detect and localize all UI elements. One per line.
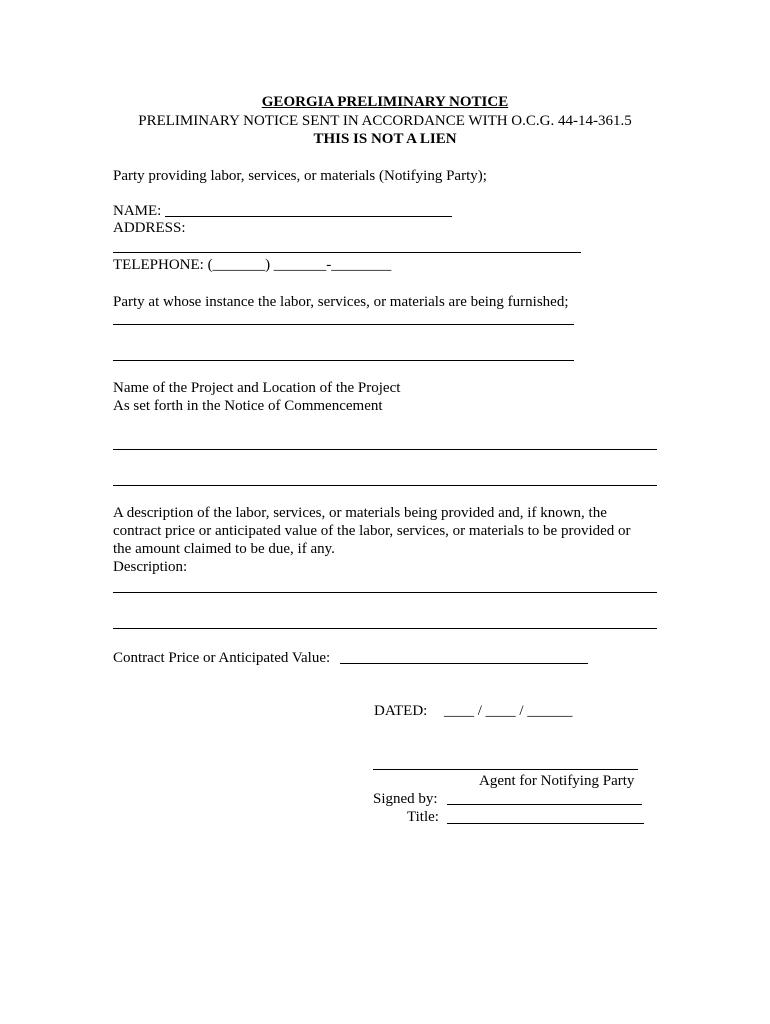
- project-field-1[interactable]: [113, 449, 657, 450]
- signed-by-field[interactable]: [447, 804, 642, 805]
- description-text-2: contract price or anticipated value of the labor, services, or materials to be provided or: [113, 523, 631, 539]
- description-text-3: the amount claimed to be due, if any.: [113, 541, 335, 557]
- contract-price-field[interactable]: [340, 663, 588, 664]
- instance-party-intro: Party at whose instance the labor, services, or materials are being furnished;: [113, 294, 569, 310]
- name-label: NAME:: [113, 203, 162, 219]
- instance-party-field-2[interactable]: [113, 360, 574, 361]
- dated-label: DATED:: [374, 703, 428, 719]
- description-label: Description:: [113, 559, 188, 575]
- project-label-2: As set forth in the Notice of Commencement: [113, 398, 383, 414]
- not-a-lien-notice: THIS IS NOT A LIEN: [313, 131, 457, 147]
- description-field-2[interactable]: [113, 628, 657, 629]
- name-field[interactable]: [165, 216, 452, 217]
- notifying-party-intro: Party providing labor, services, or materials (Notifying Party);: [113, 168, 487, 184]
- agent-label: Agent for Notifying Party: [479, 773, 635, 789]
- address-label: ADDRESS:: [113, 220, 186, 236]
- signed-by-label: Signed by:: [373, 791, 438, 807]
- description-text-1: A description of the labor, services, or materials being provided and, if known, the: [113, 505, 607, 521]
- project-label-1: Name of the Project and Location of the Project: [113, 380, 401, 396]
- agent-signature-field[interactable]: [373, 769, 638, 770]
- title-field[interactable]: [447, 823, 644, 824]
- description-field-1[interactable]: [113, 592, 657, 593]
- project-field-2[interactable]: [113, 485, 657, 486]
- address-field[interactable]: [113, 252, 581, 253]
- title-label: Title:: [407, 809, 439, 825]
- instance-party-field-1[interactable]: [113, 324, 574, 325]
- dated-field[interactable]: ____ / ____ / ______: [444, 703, 573, 719]
- document-title: GEORGIA PRELIMINARY NOTICE: [261, 94, 509, 110]
- telephone-field[interactable]: TELEPHONE: (_______) _______-________: [113, 257, 392, 273]
- contract-price-label: Contract Price or Anticipated Value:: [113, 650, 331, 666]
- document-subtitle: PRELIMINARY NOTICE SENT IN ACCORDANCE WITH O.C.G. 44-14-361.5: [138, 113, 632, 129]
